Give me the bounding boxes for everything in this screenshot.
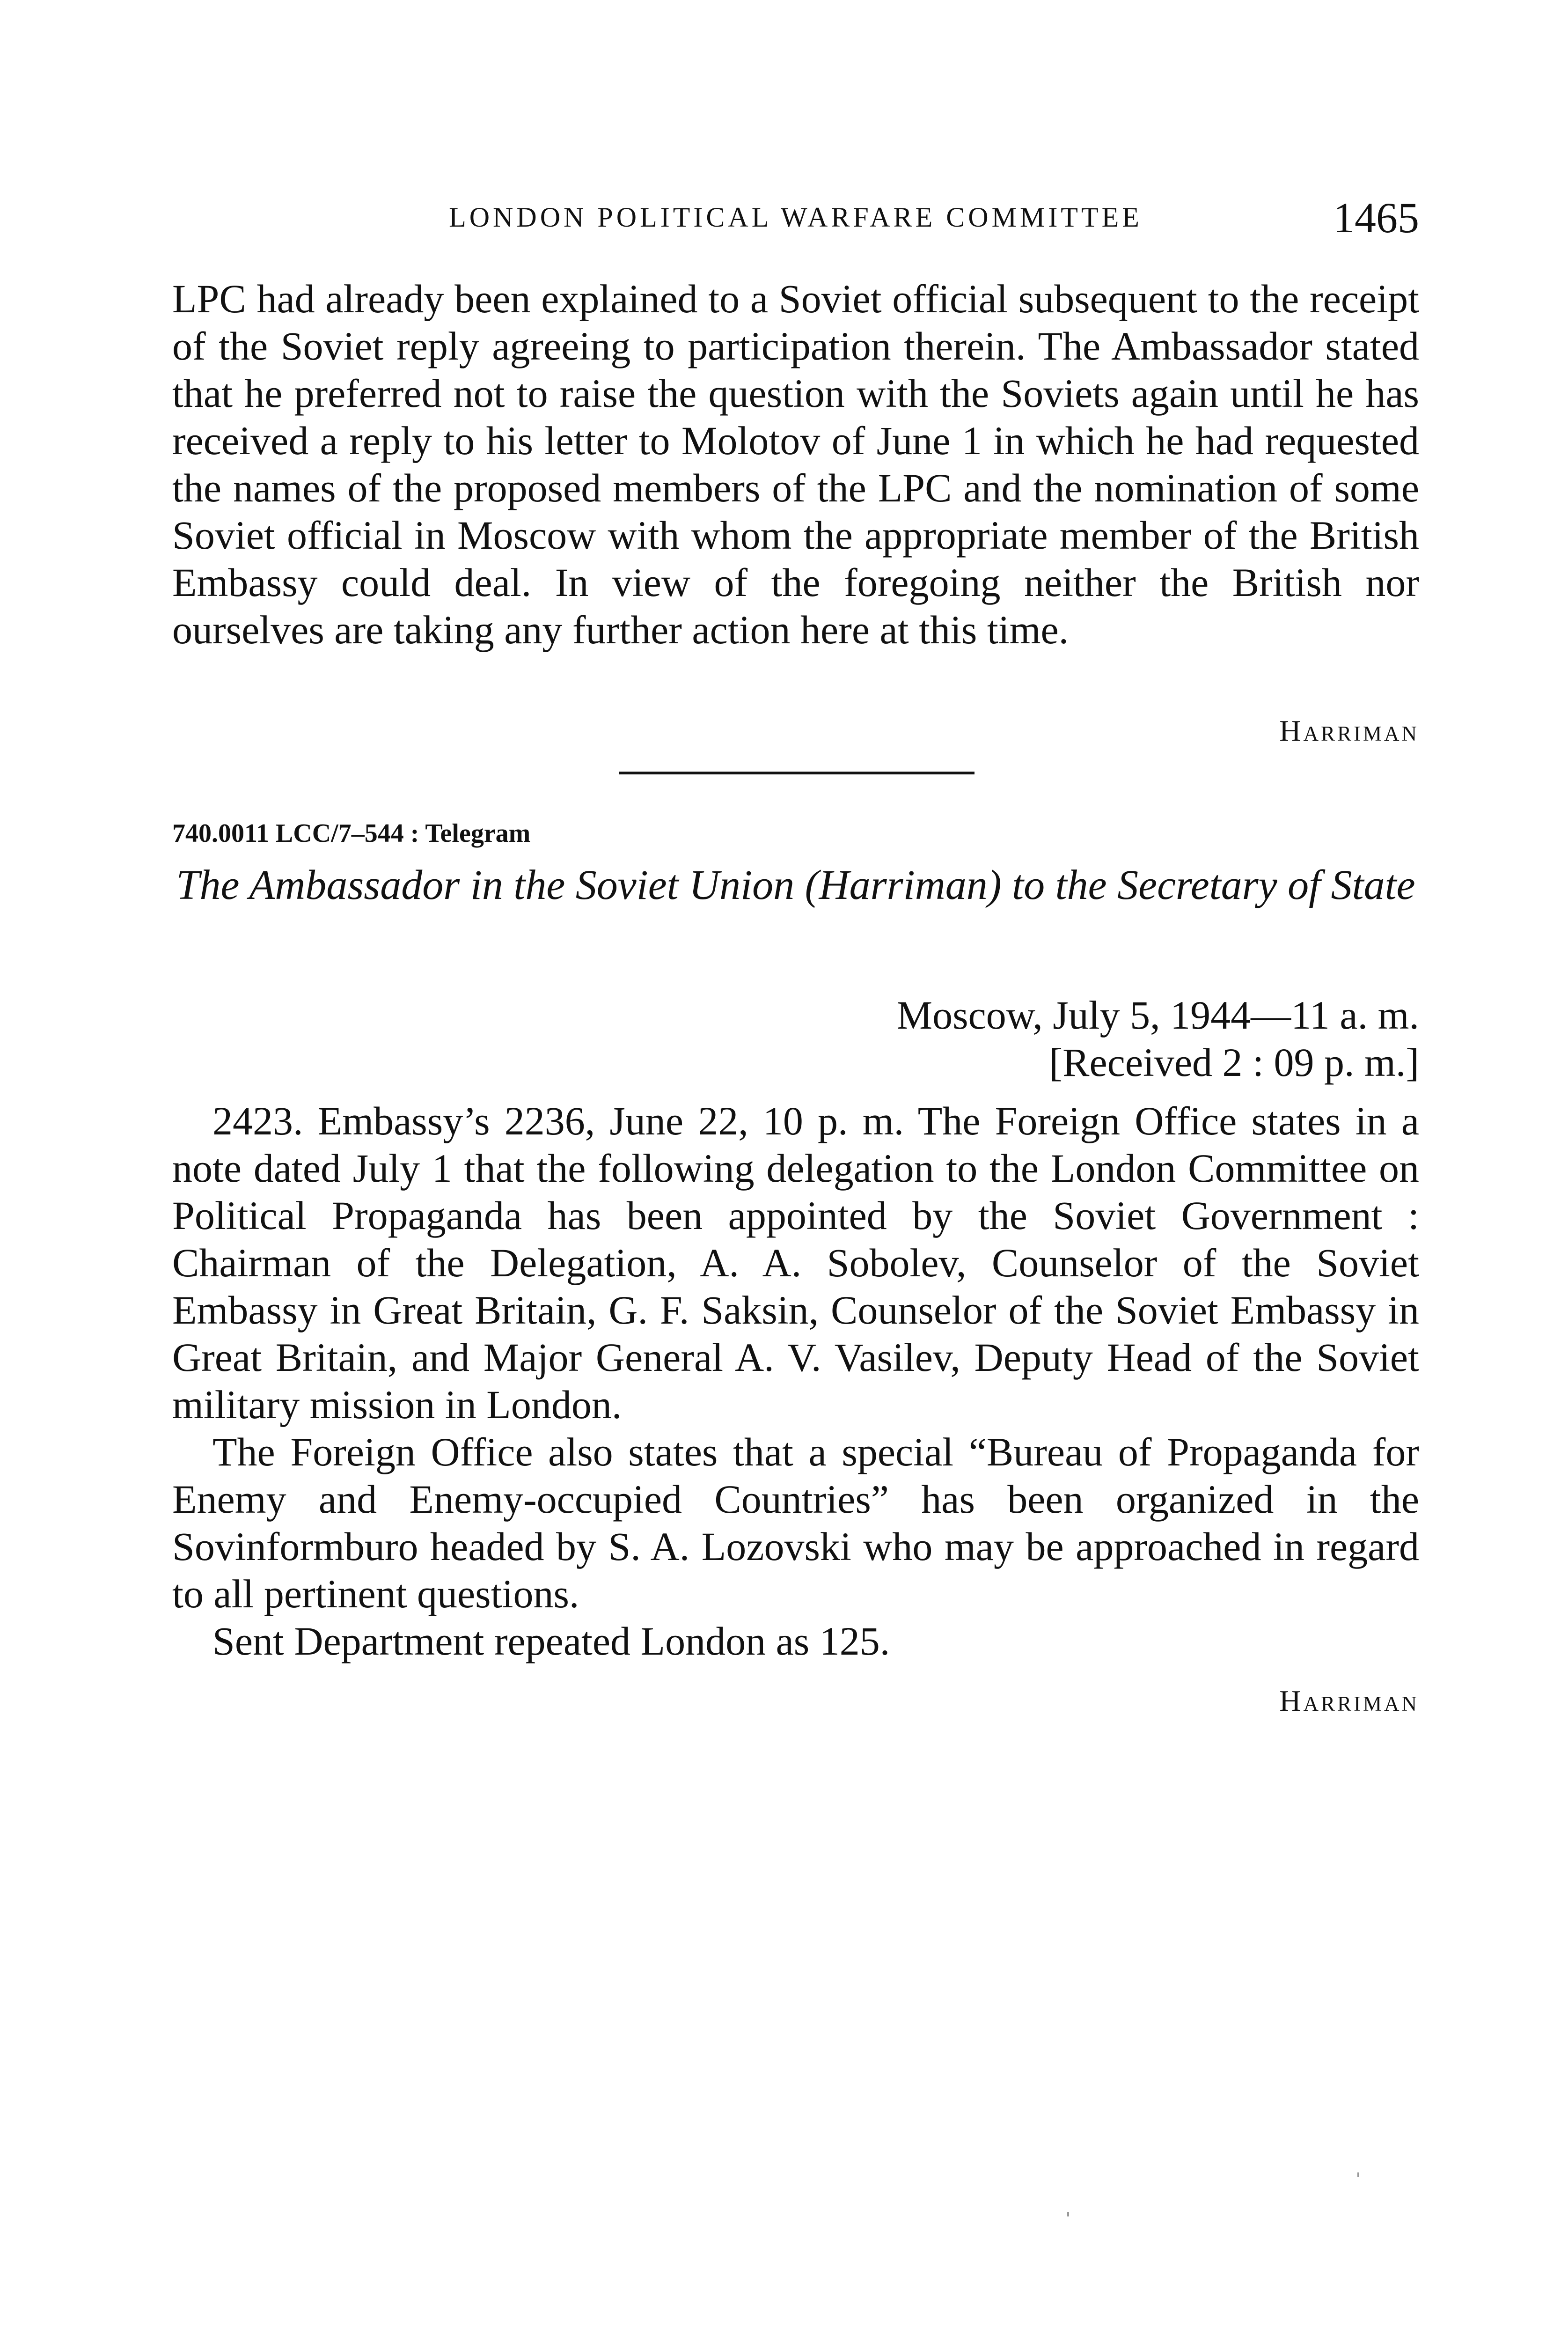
continuation-paragraph: LPC had already been explained to a Soviet official subsequent to the receipt of the Soviet reply agreeing to participation therein. The Ambassador stated that he preferred not to raise the question with the Soviets again until he has received a reply to his letter to Molotov of June 1 in which he had requested the names of the proposed members of the LPC and the nomination of some Soviet official in Moscow with whom the appropriate member of the British Embassy could deal. In view of the foregoing neither the British nor ourselves are taking any further action here at this time.	[172, 276, 1419, 652]
received-note: [Received 2 : 09 p. m.]	[1049, 1040, 1419, 1085]
paragraph: Sent Department repeated London as 125.	[212, 1619, 890, 1664]
dateline: Moscow, July 5, 1944—11 a. m.	[896, 993, 1419, 1038]
signature: Harriman	[1279, 1684, 1419, 1717]
document-body	[172, 1097, 1419, 1665]
section-divider	[619, 772, 975, 774]
running-head	[172, 196, 1419, 247]
file-reference: 740.0011 LCC/7–544 : Telegram	[172, 819, 531, 848]
running-title: LONDON POLITICAL WARFARE COMMITTEE	[449, 202, 1143, 233]
dateline-block	[897, 992, 1419, 1086]
previous-document-body	[172, 275, 1419, 654]
scan-speck	[1357, 2172, 1359, 2177]
page-number: 1465	[1333, 194, 1419, 242]
document-heading: The Ambassador in the Soviet Union (Harriman) to the Secretary of State	[176, 862, 1415, 908]
paragraph: 2423. Embassy’s 2236, June 22, 10 p. m. The Foreign Office states in a note dated July 1 that the following delegation to the London Committee on Political Propaganda has been appointed by the Soviet Government : Chairman of the Delegation, A. A. Sobolev, Counselor of the Soviet Embassy in Great Britain, G. F. Saksin, Counselor of the Soviet Embassy in Great Britain, and Major General A. V. Vasilev, Deputy Head of the Soviet military mission in London.	[172, 1098, 1419, 1427]
signature-previous: Harriman	[1279, 714, 1419, 747]
scan-speck	[1067, 2212, 1069, 2216]
paragraph: The Foreign Office also states that a special “Bureau of Propaganda for Enemy and Enemy-occupied Countries” has been organized in the Sovinformburo headed by S. A. Lozovski who may be approached in regard to all pertinent questions.	[172, 1429, 1419, 1616]
